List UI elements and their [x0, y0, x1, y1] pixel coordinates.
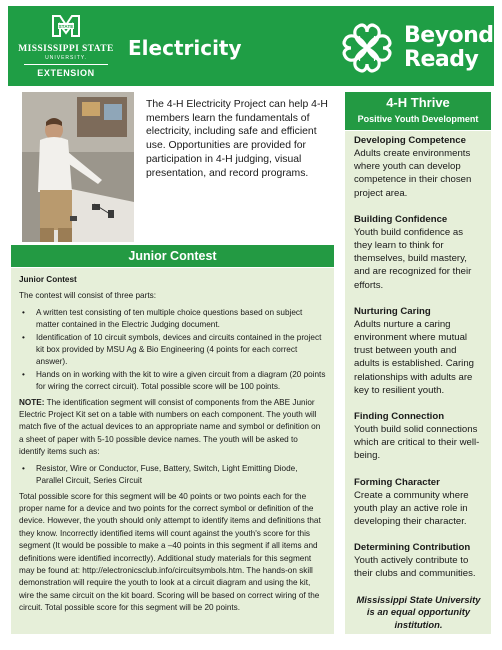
- list-item: • A written test consisting of ten multiple choice questions based on subject matter contained in the Electric Judging document.: [19, 307, 326, 332]
- contest-panel: [11, 268, 334, 634]
- msu-m-logo: [51, 14, 81, 38]
- logo-university-word: UNIVERSITY.: [45, 55, 87, 61]
- contest-items-list: [19, 463, 326, 488]
- svg-text:H: H: [373, 56, 379, 63]
- svg-text:H: H: [373, 36, 379, 43]
- contest-closing: Total possible score for this segment will be 40 points or two points each for the proper name for a device and two points for the correct symbol or definition of the device. However, the youth should only attempt to identify items and definitions that they know. Incorrectly identified items will count against the youth's score for this segment (It would be possible to make a –40 points in this segment if all items and definitions were identified incorrectly). Additional study materials for this segment may be found at: http://electronicsclub.info/circuitsymbols.htm. The hands-on skill demonstration will require the youth to look at a circuit diagram and using the kit, wire the same circuit on the kit board. Scoring will be based on correct wiring of the circuit. Total possible score for this segment will be 20 points.: [19, 491, 321, 613]
- logo-divider: [24, 64, 108, 65]
- student-wiring-photo: [22, 92, 134, 242]
- thrive-item-heading: Nurturing Caring: [354, 305, 431, 317]
- thrive-item-heading: Developing Competence: [354, 135, 466, 146]
- thrive-item-character: [354, 476, 483, 529]
- thrive-item-text: Youth build solid connections which are critical to their well-being.: [354, 424, 480, 462]
- note-label: NOTE:: [19, 397, 45, 407]
- header-banner: [8, 6, 494, 86]
- thrive-subtitle: Positive Youth Development: [357, 114, 479, 124]
- logo-shield-text: STATE: [58, 25, 74, 30]
- thrive-item-text: Create a community where youth play an active role in developing their character.: [354, 489, 469, 528]
- 4h-clover-icon: [339, 20, 395, 76]
- list-item: • Resistor, Wire or Conductor, Fuse, Battery, Switch, Light Emitting Diode, Parallel Circuit, Series Circuit: [19, 463, 326, 488]
- thrive-header: [345, 92, 491, 130]
- thrive-item-heading: Forming Character: [354, 476, 440, 488]
- contest-parts-list: [19, 307, 326, 394]
- msu-extension-logo: [18, 14, 114, 84]
- thrive-item-text: Youth build confidence as they learn to think for themselves, build mastery, and are recognized for their efforts.: [354, 226, 472, 291]
- svg-text:H: H: [355, 36, 361, 43]
- thrive-title: 4-H Thrive: [386, 95, 450, 110]
- tagline: [404, 24, 494, 72]
- note-text: The identification segment will consist of components from the ABE Junior Electric Project Kit set on a table with numbers on each component. The youth will match five of the actual devices to an appropriate name and symbol or definition on a sheet of paper with 5-10 possible device names. The youth will be asked to identify items such as:: [19, 397, 321, 457]
- intro-paragraph: The 4-H Electricity Project can help 4-H members learn the fundamentals of electricity, including safe and efficient use. Opportunities are provided for participation in 4-H judging, visual presentation, and record programs.: [146, 99, 328, 179]
- logo-extension-word: EXTENSION: [37, 68, 95, 78]
- thrive-item-caring: [354, 305, 483, 397]
- thrive-item-confidence: [354, 213, 483, 292]
- contest-header: Junior Contest: [11, 245, 334, 267]
- thrive-item-text: Adults nurture a caring environment where mutual trust between youth and adults is established. Caring relationships with adults are key to resilient youth.: [354, 318, 474, 396]
- thrive-item-connection: [354, 410, 483, 463]
- thrive-item-contribution: [354, 541, 483, 580]
- thrive-item-heading: Determining Contribution: [354, 542, 471, 554]
- contest-subheading: Junior Contest: [19, 275, 77, 284]
- contest-note: [19, 397, 326, 459]
- thrive-item-heading: Finding Connection: [354, 411, 445, 423]
- thrive-item-heading: Building Confidence: [354, 213, 448, 225]
- equal-opportunity-note: Mississippi State University is an equal opportunity institution.: [356, 593, 481, 630]
- thrive-item-text: Adults create environments where youth can develop competence in their chosen project area.: [354, 148, 472, 199]
- thrive-item-competence: [354, 134, 483, 200]
- thrive-item-text: Youth actively contribute to their clubs and communities.: [354, 555, 476, 580]
- logo-university-name: MISSISSIPPI STATE: [18, 44, 114, 54]
- tagline-line1: Beyond: [404, 23, 494, 48]
- svg-text:H: H: [355, 56, 361, 63]
- list-item: • Identification of 10 circuit symbols, devices and circuits contained in the project kit box provided by MSU Ag & Bio Engineering (4 points for each correct answer).: [19, 332, 326, 369]
- page-title: Electricity: [128, 36, 242, 60]
- list-item: • Hands on in working with the kit to wire a given circuit from a diagram (20 points for wiring the correct circuit). Total possible score will be 100 points.: [19, 369, 326, 394]
- tagline-line2: Ready: [404, 47, 479, 72]
- thrive-panel: [345, 131, 491, 634]
- contest-parts-intro: The contest will consist of three parts:: [19, 291, 156, 301]
- project-photo: [22, 92, 134, 242]
